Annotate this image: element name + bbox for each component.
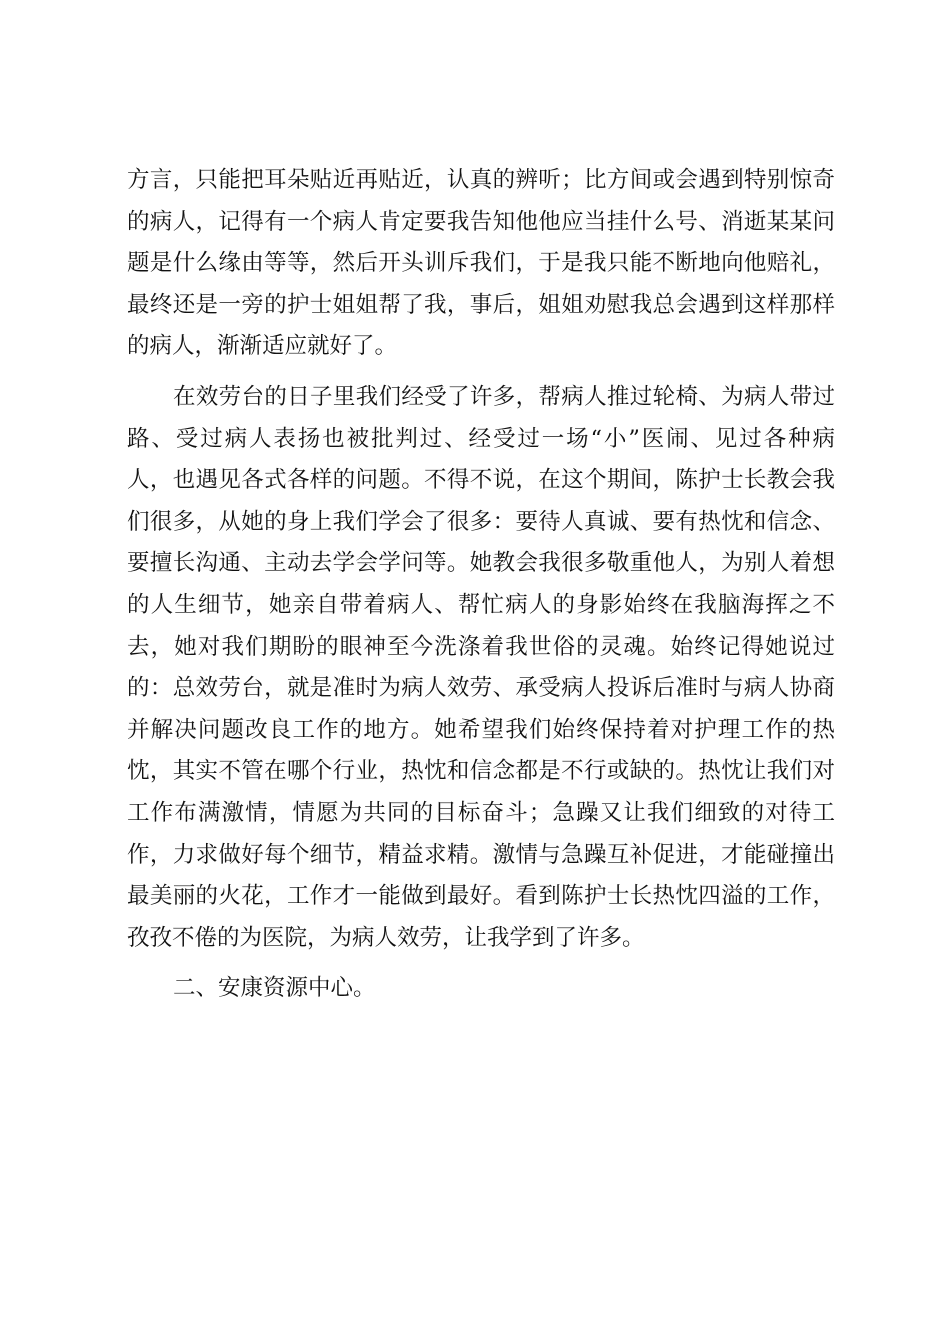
text-line: 去，她对我们期盼的眼神至今洗涤着我世俗的灵魂。始终记得她说过 <box>127 633 835 660</box>
text-line: 作，力求做好每个细节，精益求精。激情与急躁互补促进，才能碰撞出 <box>127 841 835 868</box>
text-line: 孜孜不倦的为医院，为病人效劳，让我学到了许多。 <box>127 924 645 951</box>
text-line: 要擅长沟通、主动去学会学问等。她教会我很多敬重他人，为别人着想 <box>127 550 835 577</box>
text-line: 的：总效劳台，就是准时为病人效劳、承受病人投诉后准时与病人协商 <box>127 675 835 702</box>
text-line: 在效劳台的日子里我们经受了许多，帮病人推过轮椅、为病人带过 <box>173 383 835 410</box>
text-line: 方言，只能把耳朵贴近再贴近，认真的辨听；比方间或会遇到特别惊奇 <box>127 167 835 193</box>
document-body <box>127 160 835 1010</box>
text-line: 最美丽的火花，工作才一能做到最好。看到陈护士长热忱四溢的工作， <box>127 883 835 910</box>
section-heading: 二、安康资源中心。 <box>173 975 376 1002</box>
paragraph-1 <box>127 160 835 368</box>
text-line: 的病人，渐渐适应就好了。 <box>127 333 398 360</box>
text-line: 的病人，记得有一个病人肯定要我告知他他应当挂什么号、消逝某某问 <box>127 208 835 235</box>
text-line: 人，也遇见各式各样的问题。不得不说，在这个期间，陈护士长教会我 <box>127 467 835 494</box>
text-line: 路、受过病人表扬也被批判过、经受过一场“小”医闹、见过各种病 <box>127 425 835 452</box>
text-line: 最终还是一旁的护士姐姐帮了我，事后，姐姐劝慰我总会遇到这样那样 <box>127 291 835 318</box>
text-line: 并解决问题改良工作的地方。她希望我们始终保持着对护理工作的热 <box>127 716 835 743</box>
text-line: 忱，其实不管在哪个行业，热忱和信念都是不行或缺的。热忱让我们对 <box>127 758 835 785</box>
paragraph-2 <box>127 377 835 959</box>
text-line: 的人生细节，她亲自带着病人、帮忙病人的身影始终在我脑海挥之不 <box>127 591 835 618</box>
text-line: 工作布满激情，情愿为共同的目标奋斗；急躁又让我们细致的对待工 <box>127 799 835 826</box>
text-line: 们很多，从她的身上我们学会了很多：要待人真诚、要有热忱和信念、 <box>127 508 835 535</box>
text-line: 题是什么缘由等等，然后开头训斥我们，于是我只能不断地向他赔礼， <box>127 250 835 277</box>
